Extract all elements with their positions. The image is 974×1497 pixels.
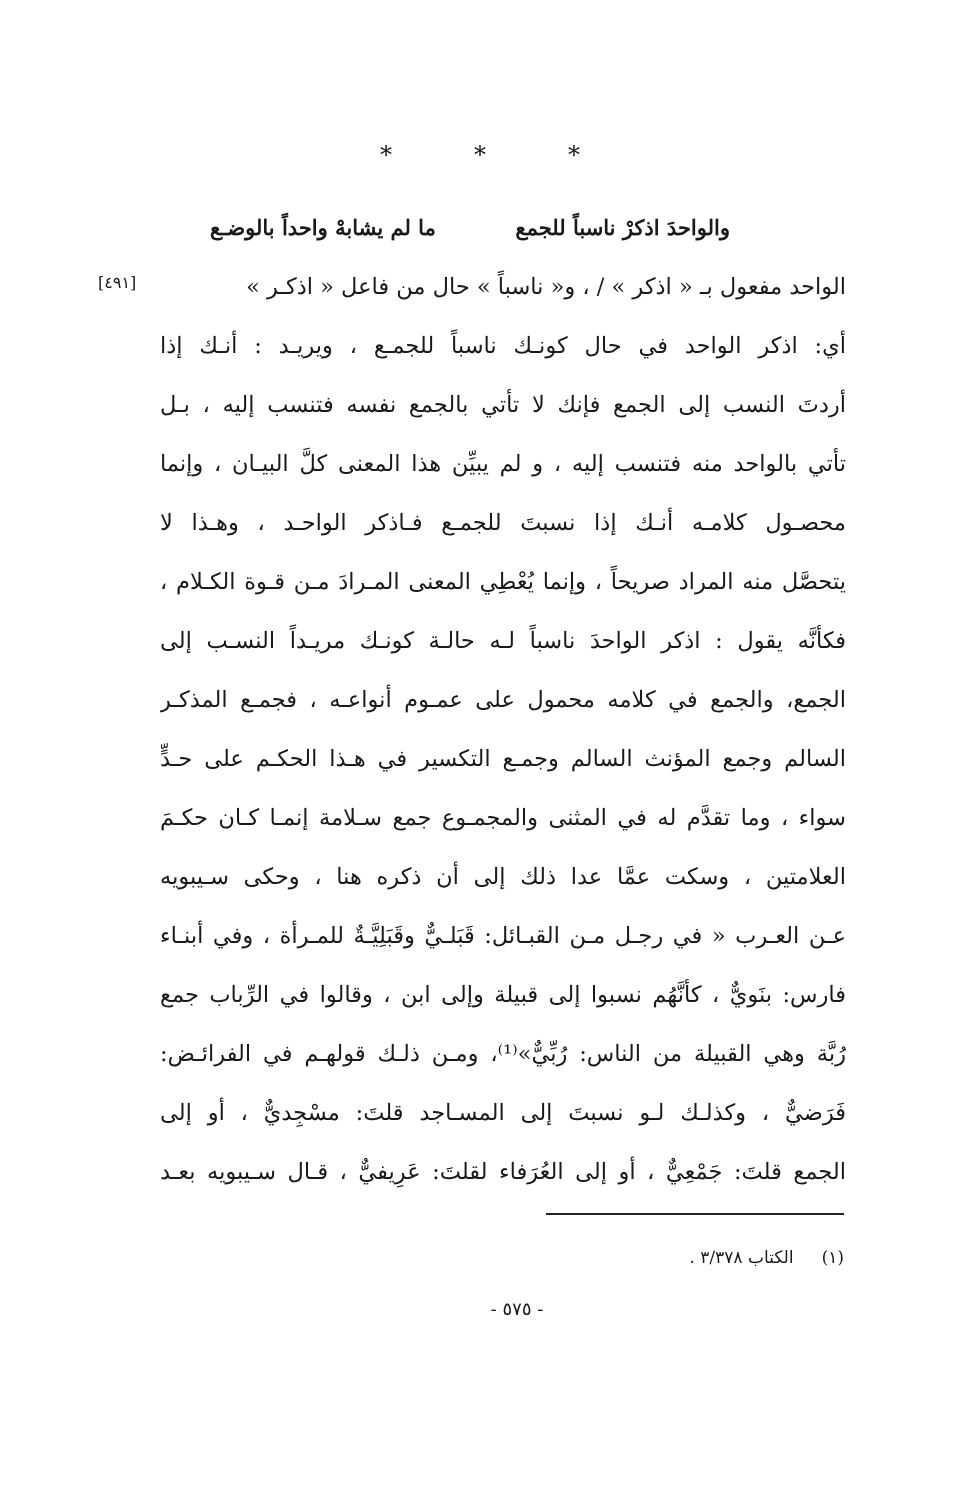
ornament-star: *: [380, 141, 392, 169]
text-line: فكأنَّه يقول : اذكر الواحدَ ناسباً لـه حالـة كونـك مريـداً النسـب إلى: [160, 628, 846, 654]
ornament-star: *: [474, 141, 486, 169]
poem-verse: [210, 208, 730, 248]
text-line: أردتَ النسب إلى الجمع فإنك لا تأتي بالجمع نفسه فتنسب إليه ، بـل: [160, 392, 846, 418]
text-line: العلامتين ، وسكت عمَّا عدا ذلك إلى أن ذكره هنا ، وحكى سـيبويه: [160, 864, 846, 890]
text-line: الواحد مفعول بـ « اذكر » / ، و« ناسباً » حال من فاعل « اذكـر »: [246, 274, 846, 300]
verse-first-hemistich: والواحدَ اذكرْ ناسباً للجمع: [515, 215, 730, 240]
footnote: [560, 1240, 844, 1276]
section-ornament: [380, 140, 580, 170]
text-line: يتحصَّل منه المراد صريحاً ، وإنما يُعْطِي المعنى المـرادَ مـن قـوة الكـلام ،: [160, 569, 846, 595]
margin-reference: [٤٩١]: [98, 273, 137, 292]
text-line: السالم وجمع المؤنث السالم وجمـع التكسير في هـذا الحكـم على حـدٍّ: [160, 746, 846, 772]
footnote-marker: (١): [821, 1248, 844, 1268]
footnote-text: الكتاب ٣/٣٧٨ .: [689, 1248, 794, 1268]
text-line: أي: اذكر الواحد في حال كونـك ناسباً للجمـع ، ويريـد : أنـك إذا: [160, 333, 846, 359]
text-line: سواء ، وما تقدَّم له في المثنى والمجمـوع جمع سـلامة إنمـا كـان حكـمَ: [160, 805, 846, 831]
verse-second-hemistich: ما لم يشابهْ واحداً بالوضـع: [210, 215, 436, 240]
text-line: رُبَّة وهي القبيلة من الناس: رُبِّيٌّ»⁽¹⁾، ومـن ذلـك قولهـم في الفرائـض:: [160, 1041, 846, 1067]
text-line: فَرَضيٌّ ، وكذلـك لـو نسبتَ إلى المسـاجد قلتَ: مسْجِديٌّ ، أو إلى: [160, 1100, 846, 1126]
text-line: الجمع قلتَ: جَمْعِيٌّ ، أو إلى العُرَفاء لقلتَ: عَرِيفيٌّ ، قـال سـيبويه بعـد: [160, 1159, 846, 1185]
page-number: - ٥٧٥ -: [490, 1299, 544, 1320]
text-line: فارس: بنَويٌّ ، كأنَّهُم نسبوا إلى قبيلة وإلى ابن ، وقالوا في الرِّباب جمع: [160, 982, 846, 1008]
text-line: عـن العـرب « في رجـل مـن القبـائل: قَبَلـيٌّ وقَبَلِيَّـةٌ للمـرأة ، وفي أبنـاء: [160, 923, 846, 949]
text-line: تأتي بالواحد منه فتنسب إليه ، و لم يبيِّن هذا المعنى كلَّ البيـان ، وإنما: [160, 451, 846, 477]
ornament-star: *: [568, 141, 580, 169]
commentary-text: [160, 258, 846, 1202]
footnote-divider: [546, 1213, 844, 1215]
text-line: محصـول كلامـه أنـك إذا نسبتَ للجمـع فـاذكر الواحـد ، وهـذا لا: [160, 510, 846, 536]
text-line: الجمع، والجمع في كلامه محمول على عمـوم أنواعـه ، فجمـع المذكـر: [160, 687, 846, 713]
